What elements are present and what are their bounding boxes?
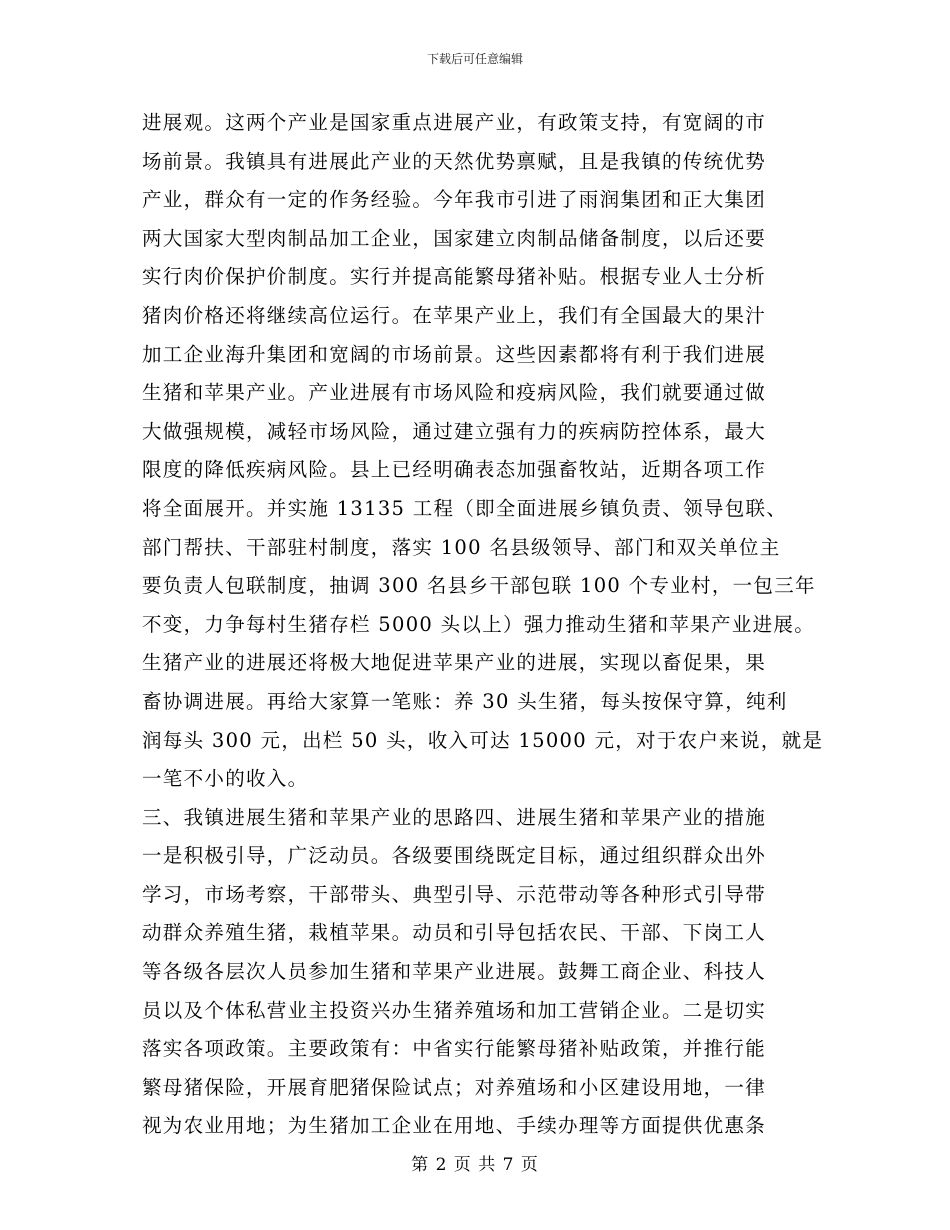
text-line: 动群众养殖生猪，栽植苹果。动员和引导包括农民、干部、下岗工人 (142, 921, 767, 945)
text-line: 两大国家大型肉制品加工企业，国家建立肉制品储备制度，以后还要 (142, 226, 767, 250)
text-line: 实行肉价保护价制度。实行并提高能繁母猪补贴。根据专业人士分析 (142, 265, 767, 289)
text-line: 部门帮扶、干部驻村制度，落实 100 名县级领导、部门和双关单位主 (142, 535, 781, 559)
text-line: 限度的降低疾病风险。县上已经明确表态加强畜牧站，近期各项工作 (142, 458, 767, 482)
text-line: 润每头 300 元，出栏 50 头，收入可达 15000 元，对于农户来说，就是 (142, 728, 824, 752)
text-line: 将全面展开。并实施 13135 工程（即全面进展乡镇负责、领导包联、 (142, 496, 788, 520)
text-line: 学习，市场考察，干部带头、典型引导、示范带动等各种形式引导带 (142, 882, 767, 906)
text-line: 大做强规模，减轻市场风险，通过建立强有力的疾病防控体系，最大 (142, 419, 767, 443)
text-line: 繁母猪保险，开展育肥猪保险试点；对养殖场和小区建设用地，一律 (142, 1075, 767, 1099)
text-line: 不变，力争每村生猪存栏 5000 头以上）强力推动生猪和苹果产业进展。 (142, 612, 816, 636)
text-line: 猪肉价格还将继续高位运行。在苹果产业上，我们有全国最大的果汁 (142, 303, 767, 327)
text-line: 一是积极引导，广泛动员。各级要围绕既定目标，通过组织群众出外 (142, 844, 767, 868)
section-heading: 三、我镇进展生猪和苹果产业的思路四、进展生猪和苹果产业的措施 (142, 805, 767, 829)
text-line: 一笔不小的收入。 (142, 767, 309, 791)
text-line: 畜协调进展。再给大家算一笔账：养 30 头生猪，每头按保守算，纯利 (142, 689, 788, 713)
page-header: 下载后可任意编辑 (426, 52, 523, 66)
text-line: 进展观。这两个产业是国家重点进展产业，有政策支持，有宽阔的市 (142, 111, 767, 134)
page-number-footer: 第 2 页 共 7 页 (411, 1155, 539, 1175)
text-line: 产业，群众有一定的作务经验。今年我市引进了雨润集团和正大集团 (142, 188, 767, 212)
text-line: 要负责人包联制度，抽调 300 名县乡干部包联 100 个专业村，一包三年 (142, 574, 816, 598)
text-line: 加工企业海升集团和宽阔的市场前景。这些因素都将有利于我们进展 (142, 342, 767, 366)
text-line: 员以及个体私营业主投资兴办生猪养殖场和加工营销企业。二是切实 (142, 998, 767, 1022)
text-line: 生猪产业的进展还将极大地促进苹果产业的进展，实现以畜促果，果 (142, 651, 767, 675)
text-line: 落实各项政策。主要政策有：中省实行能繁母猪补贴政策，并推行能 (142, 1037, 767, 1061)
document-body (142, 104, 824, 1146)
text-line: 视为农业用地；为生猪加工企业在用地、手续办理等方面提供优惠条 (142, 1114, 767, 1138)
text-line: 生猪和苹果产业。产业进展有市场风险和疫病风险，我们就要通过做 (142, 381, 767, 405)
text-line: 等各级各层次人员参加生猪和苹果产业进展。鼓舞工商企业、科技人 (142, 960, 767, 984)
text-line: 场前景。我镇具有进展此产业的天然优势禀赋，且是我镇的传统优势 (142, 149, 767, 173)
